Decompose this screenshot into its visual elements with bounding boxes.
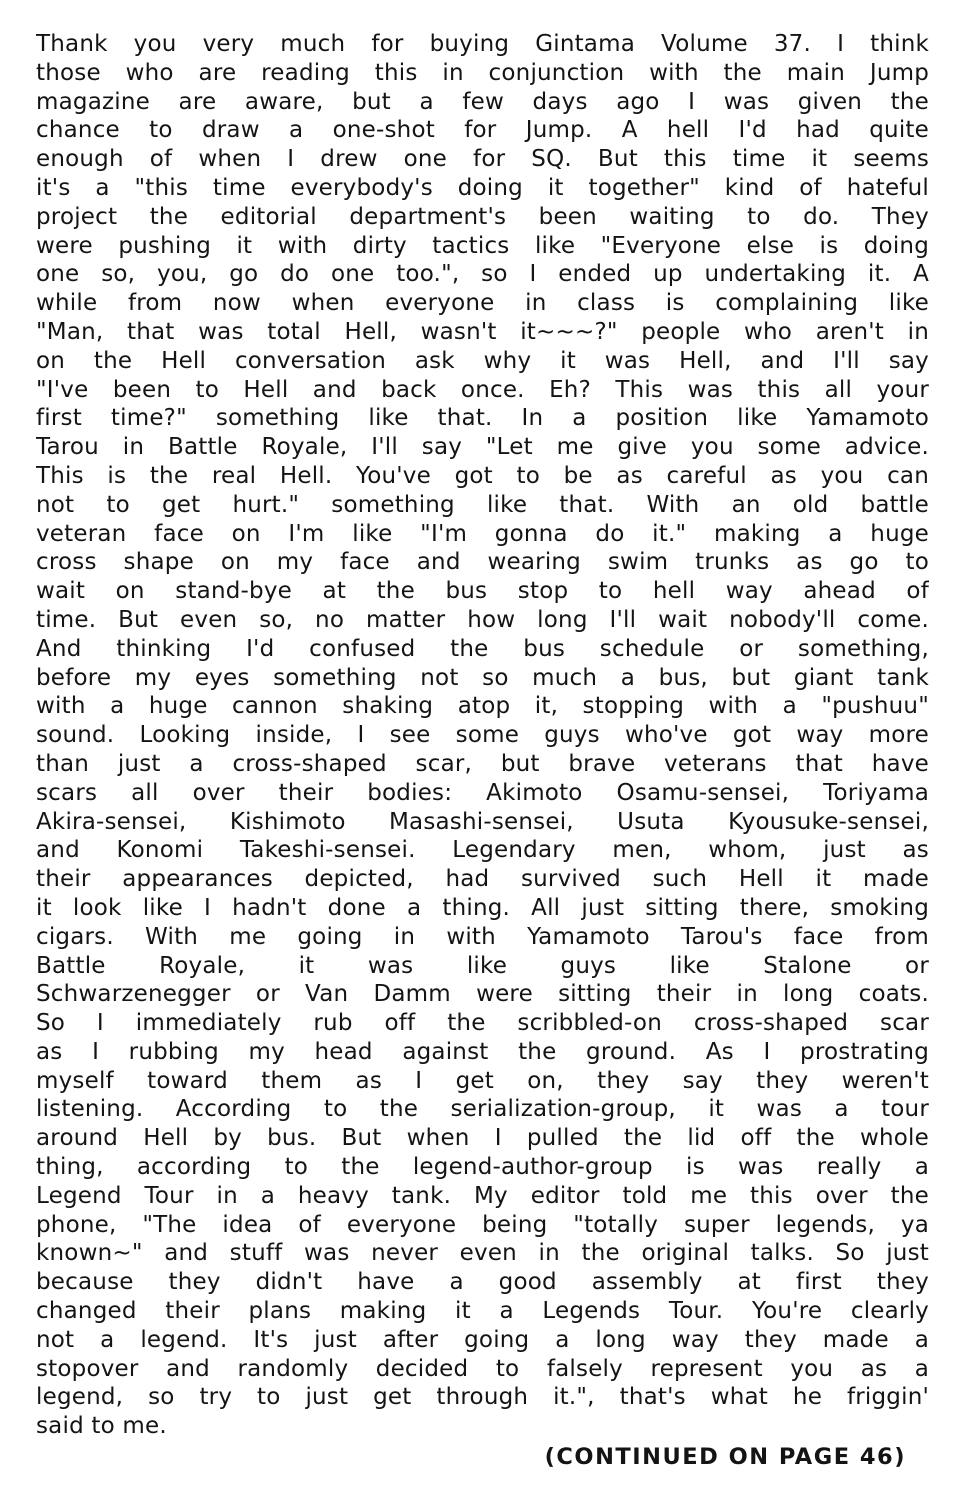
- text-line: Akira-sensei, Kishimoto Masashi-sensei, Usuta Kyousuke-sensei,: [36, 808, 929, 835]
- text-line: Tarou in Battle Royale, I'll say "Let me give you some advice.: [36, 434, 929, 461]
- text-line: because they didn't have a good assembly at first they: [36, 1269, 929, 1296]
- text-line: first time?" something like that. In a position like Yamamoto: [36, 405, 929, 432]
- text-line: said to me.: [36, 1413, 167, 1440]
- text-line: known~" and stuff was never even in the original talks. So just: [36, 1240, 929, 1267]
- continued-note: (CONTINUED ON PAGE 46): [544, 1444, 906, 1470]
- text-line: with a huge cannon shaking atop it, stopping with a "pushuu": [36, 693, 929, 720]
- text-line: around Hell by bus. But when I pulled the lid off the whole: [36, 1125, 929, 1152]
- text-line: were pushing it with dirty tactics like "Everyone else is doing: [36, 232, 929, 259]
- text-line: Legend Tour in a heavy tank. My editor told me this over the: [36, 1182, 929, 1209]
- text-line: and Konomi Takeshi-sensei. Legendary men, whom, just as: [36, 837, 929, 864]
- text-line: Schwarzenegger or Van Damm were sitting their in long coats.: [36, 981, 929, 1008]
- text-line: magazine are aware, but a few days ago I was given the: [36, 88, 929, 115]
- text-line: time. But even so, no matter how long I'll wait nobody'll come.: [36, 606, 929, 633]
- text-line: those who are reading this in conjunction with the main Jump: [36, 59, 929, 86]
- text-line: not a legend. It's just after going a long way they made a: [36, 1326, 929, 1353]
- text-line: myself toward them as I get on, they say they weren't: [36, 1067, 929, 1094]
- text-line: project the editorial department's been waiting to do. They: [36, 203, 929, 230]
- text-line: while from now when everyone in class is complaining like: [36, 290, 929, 317]
- text-line: enough of when I drew one for SQ. But this time it seems: [36, 146, 929, 173]
- text-line: chance to draw a one-shot for Jump. A hell I'd had quite: [36, 117, 929, 144]
- text-line: their appearances depicted, had survived such Hell it made: [36, 866, 929, 893]
- text-line: it look like I hadn't done a thing. All just sitting there, smoking: [36, 894, 929, 921]
- text-line: before my eyes something not so much a bus, but giant tank: [36, 664, 929, 691]
- text-line: veteran face on I'm like "I'm gonna do it." making a huge: [36, 520, 929, 547]
- text-line: Battle Royale, it was like guys like Stalone or: [36, 952, 929, 979]
- text-line: not to get hurt." something like that. With an old battle: [36, 491, 929, 518]
- text-line: cross shape on my face and wearing swim trunks as go to: [36, 549, 929, 576]
- text-line: it's a "this time everybody's doing it together" kind of hateful: [36, 174, 929, 201]
- author-note-body: [36, 30, 929, 1441]
- text-line: sound. Looking inside, I see some guys who've got way more: [36, 722, 929, 749]
- text-line: phone, "The idea of everyone being "totally super legends, ya: [36, 1211, 929, 1238]
- text-line: stopover and randomly decided to falsely represent you as a: [36, 1355, 929, 1382]
- text-line: legend, so try to just get through it.", that's what he friggin': [36, 1384, 929, 1411]
- text-line: as I rubbing my head against the ground. As I prostrating: [36, 1038, 929, 1065]
- text-line: listening. According to the serialization-group, it was a tour: [36, 1096, 929, 1123]
- text-line: scars all over their bodies: Akimoto Osamu-sensei, Toriyama: [36, 779, 929, 806]
- text-line: wait on stand-bye at the bus stop to hell way ahead of: [36, 578, 929, 605]
- text-line: one so, you, go do one too.", so I ended up undertaking it. A: [36, 261, 929, 288]
- text-line: Thank you very much for buying Gintama Volume 37. I think: [36, 31, 929, 57]
- text-line: on the Hell conversation ask why it was Hell, and I'll say: [36, 347, 929, 374]
- text-line: And thinking I'd confused the bus schedule or something,: [36, 635, 929, 662]
- text-line: thing, according to the legend-author-group is was really a: [36, 1154, 929, 1181]
- text-line: changed their plans making it a Legends Tour. You're clearly: [36, 1298, 929, 1325]
- text-line: "Man, that was total Hell, wasn't it~~~?" people who aren't in: [36, 318, 929, 345]
- text-line: "I've been to Hell and back once. Eh? This was this all your: [36, 376, 929, 403]
- text-line: than just a cross-shaped scar, but brave veterans that have: [36, 750, 929, 777]
- text-line: cigars. With me going in with Yamamoto Tarou's face from: [36, 923, 929, 950]
- text-line: So I immediately rub off the scribbled-on cross-shaped scar: [36, 1010, 929, 1037]
- text-line: This is the real Hell. You've got to be as careful as you can: [36, 462, 929, 489]
